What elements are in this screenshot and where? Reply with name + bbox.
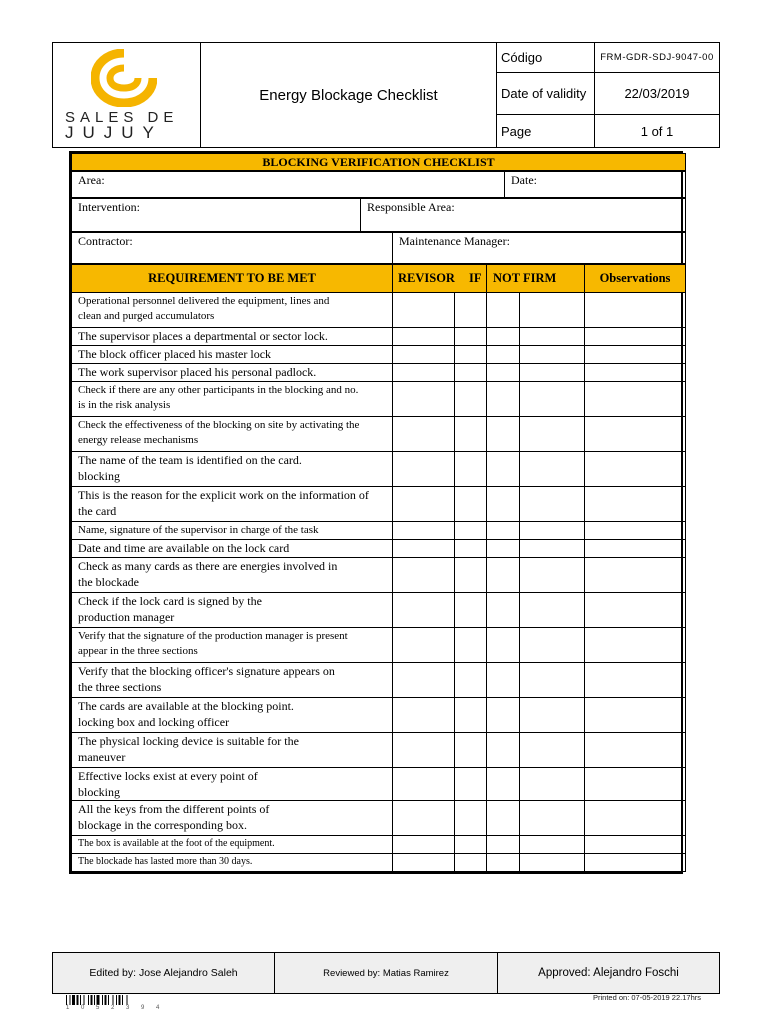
table-row (72, 328, 686, 346)
code-row (497, 43, 719, 73)
requirement-line: The box is available at the foot of the equipment. (78, 838, 275, 849)
revisor-cell[interactable] (393, 663, 455, 698)
if-cell[interactable] (455, 663, 487, 698)
revisor-cell[interactable] (393, 382, 455, 417)
requirement-text (72, 417, 393, 452)
firm-cell[interactable] (520, 733, 585, 768)
observations-cell[interactable] (585, 540, 686, 558)
revisor-cell[interactable] (393, 346, 455, 364)
not-cell[interactable] (487, 698, 520, 733)
requirement-line: The blockade has lasted more than 30 days. (78, 856, 253, 867)
revisor-cell[interactable] (393, 768, 455, 801)
revisor-cell[interactable] (393, 540, 455, 558)
firm-cell[interactable] (520, 452, 585, 487)
requirement-text (72, 487, 393, 522)
requirement-line: The physical locking device is suitable for the (78, 734, 299, 748)
if-cell[interactable] (455, 593, 487, 628)
table-row (72, 801, 686, 836)
if-cell[interactable] (455, 768, 487, 801)
requirement-line: The block officer placed his master lock (78, 347, 272, 361)
firm-cell[interactable] (520, 768, 585, 801)
revisor-cell[interactable] (393, 328, 455, 346)
barcode-number: 1 0 5 2 3 9 4 (66, 1005, 165, 1011)
requirement-text (72, 328, 393, 346)
responsible-area-label: Responsible Area: (367, 200, 455, 214)
not-cell[interactable] (487, 593, 520, 628)
requirement-text (72, 593, 393, 628)
intervention-field[interactable] (72, 199, 361, 232)
requirement-line: energy release mechanisms (78, 434, 199, 446)
observations-cell[interactable] (585, 733, 686, 768)
if-cell[interactable] (455, 382, 487, 417)
if-cell[interactable] (455, 733, 487, 768)
if-cell[interactable] (455, 540, 487, 558)
firm-cell[interactable] (520, 698, 585, 733)
approval-footer (52, 952, 720, 994)
table-row (72, 487, 686, 522)
table-row (72, 663, 686, 698)
observations-cell[interactable] (585, 768, 686, 801)
barcode-icon (66, 995, 162, 1005)
requirement-line: Check the effectiveness of the blocking on site by activating the (78, 419, 360, 431)
table-row (72, 346, 686, 364)
table-row (72, 417, 686, 452)
requirement-line: Date and time are available on the lock card (78, 541, 290, 555)
firm-cell[interactable] (520, 801, 585, 836)
revisor-cell[interactable] (393, 854, 455, 872)
not-cell[interactable] (487, 836, 520, 854)
revisor-cell[interactable] (393, 487, 455, 522)
requirement-line: appear in the three sections (78, 645, 198, 657)
not-cell[interactable] (487, 417, 520, 452)
checklist-banner: BLOCKING VERIFICATION CHECKLIST (72, 154, 686, 171)
approved-by: Approved: Alejandro Foschi (498, 953, 719, 993)
if-cell[interactable] (455, 854, 487, 872)
observations-cell[interactable] (585, 854, 686, 872)
document-title: Energy Blockage Checklist (201, 43, 497, 147)
requirement-text (72, 522, 393, 540)
contractor-label: Contractor: (78, 234, 133, 248)
column-header-revisor: REVISOR IF (393, 265, 487, 293)
not-cell[interactable] (487, 733, 520, 768)
requirement-text (72, 452, 393, 487)
requirement-text (72, 836, 393, 854)
observations-cell[interactable] (585, 663, 686, 698)
if-cell[interactable] (455, 417, 487, 452)
table-row (72, 628, 686, 663)
revisor-cell[interactable] (393, 836, 455, 854)
if-cell[interactable] (455, 522, 487, 540)
area-label: Area: (78, 173, 105, 187)
observations-cell[interactable] (585, 698, 686, 733)
not-cell[interactable] (487, 522, 520, 540)
code-label: Código (497, 43, 595, 72)
firm-cell[interactable] (520, 328, 585, 346)
requirement-text (72, 801, 393, 836)
revisor-cell[interactable] (393, 452, 455, 487)
requirement-text (72, 382, 393, 417)
observations-cell[interactable] (585, 382, 686, 417)
observations-cell[interactable] (585, 836, 686, 854)
table-row (72, 293, 686, 328)
not-cell[interactable] (487, 293, 520, 328)
requirement-line: clean and purged accumulators (78, 310, 215, 322)
requirement-line: maneuver (78, 749, 126, 764)
firm-cell[interactable] (520, 854, 585, 872)
date-label: Date: (511, 173, 537, 187)
requirement-line: Check if there are any other participants in the blocking and no. (78, 384, 359, 396)
responsible-area-field[interactable] (361, 199, 686, 232)
if-cell[interactable] (455, 487, 487, 522)
requirement-line: Check as many cards as there are energies involved in (78, 559, 338, 573)
verification-checklist (69, 151, 683, 874)
edited-by: Edited by: Jose Alejandro Saleh (53, 953, 275, 993)
document-header (52, 42, 720, 148)
requirement-text (72, 663, 393, 698)
requirement-line: blocking (78, 784, 120, 799)
firm-cell[interactable] (520, 487, 585, 522)
observations-cell[interactable] (585, 452, 686, 487)
requirement-line: the card (78, 503, 117, 518)
not-cell[interactable] (487, 628, 520, 663)
company-logo (53, 43, 201, 147)
observations-cell[interactable] (585, 558, 686, 593)
requirement-line: Verify that the signature of the production manager is present (78, 630, 348, 642)
table-row (72, 540, 686, 558)
reviewed-by: Reviewed by: Matias Ramirez (275, 953, 498, 993)
requirement-line: locking box and locking officer (78, 714, 230, 729)
contractor-field[interactable] (72, 233, 393, 264)
not-cell[interactable] (487, 364, 520, 382)
table-row (72, 382, 686, 417)
if-cell[interactable] (455, 698, 487, 733)
maintenance-manager-field[interactable] (393, 233, 686, 264)
requirement-line: All the keys from the different points of (78, 802, 270, 816)
area-field[interactable] (72, 172, 505, 198)
page-value: 1 of 1 (640, 123, 674, 139)
maintenance-manager-label: Maintenance Manager: (399, 234, 510, 248)
if-cell[interactable] (455, 293, 487, 328)
requirement-text (72, 293, 393, 328)
column-header-if: IF (468, 271, 482, 285)
requirement-line: the blockade (78, 574, 139, 589)
not-cell[interactable] (487, 768, 520, 801)
validity-label: Date of validity (497, 73, 595, 114)
requirement-line: The supervisor places a departmental or sector lock. (78, 329, 328, 343)
observations-cell[interactable] (585, 593, 686, 628)
table-row (72, 452, 686, 487)
observations-cell[interactable] (585, 346, 686, 364)
requirement-text (72, 628, 393, 663)
firm-cell[interactable] (520, 628, 585, 663)
requirement-line: The name of the team is identified on the card. (78, 453, 302, 467)
observations-cell[interactable] (585, 364, 686, 382)
requirement-text (72, 768, 393, 801)
table-row (72, 768, 686, 801)
column-header-observations: Observations (585, 265, 686, 293)
revisor-cell[interactable] (393, 558, 455, 593)
if-cell[interactable] (455, 558, 487, 593)
column-header-not-firm: NOT FIRM (487, 265, 585, 293)
requirement-line: Operational personnel delivered the equipment, lines and (78, 295, 330, 307)
revisor-cell[interactable] (393, 293, 455, 328)
table-row (72, 836, 686, 854)
not-cell[interactable] (487, 487, 520, 522)
table-row (72, 522, 686, 540)
not-cell[interactable] (487, 854, 520, 872)
if-cell[interactable] (455, 452, 487, 487)
firm-cell[interactable] (520, 540, 585, 558)
intervention-label: Intervention: (78, 200, 140, 214)
requirement-text (72, 854, 393, 872)
revisor-cell[interactable] (393, 364, 455, 382)
revisor-cell[interactable] (393, 801, 455, 836)
not-cell[interactable] (487, 801, 520, 836)
validity-value: 22/03/2019 (624, 86, 690, 101)
requirement-text (72, 346, 393, 364)
table-row (72, 593, 686, 628)
requirement-text (72, 733, 393, 768)
if-cell[interactable] (455, 364, 487, 382)
if-cell[interactable] (455, 346, 487, 364)
page-row (497, 115, 719, 147)
observations-cell[interactable] (585, 293, 686, 328)
if-cell[interactable] (455, 328, 487, 346)
requirement-line: Name, signature of the supervisor in charge of the task (78, 524, 319, 536)
requirement-line: The cards are available at the blocking point. (78, 699, 294, 713)
logo-text-line2: JUJUY (65, 123, 163, 142)
observations-cell[interactable] (585, 801, 686, 836)
date-field[interactable] (505, 172, 686, 198)
firm-cell[interactable] (520, 522, 585, 540)
table-row (72, 558, 686, 593)
not-cell[interactable] (487, 663, 520, 698)
requirement-line: the three sections (78, 679, 162, 694)
if-cell[interactable] (455, 836, 487, 854)
firm-cell[interactable] (520, 417, 585, 452)
requirement-line: The work supervisor placed his personal padlock. (78, 365, 317, 379)
firm-cell[interactable] (520, 593, 585, 628)
page-label: Page (497, 115, 595, 147)
observations-cell[interactable] (585, 628, 686, 663)
requirement-text (72, 558, 393, 593)
requirement-line: blocking (78, 468, 120, 483)
firm-cell[interactable] (520, 382, 585, 417)
requirement-line: Verify that the blocking officer's signature appears on (78, 664, 335, 678)
printed-on: Printed on: 07-05-2019 22.17hrs (593, 993, 701, 1002)
revisor-cell[interactable] (393, 733, 455, 768)
if-cell[interactable] (455, 801, 487, 836)
revisor-cell[interactable] (393, 522, 455, 540)
revisor-cell[interactable] (393, 593, 455, 628)
requirement-line: production manager (78, 609, 175, 624)
observations-cell[interactable] (585, 328, 686, 346)
firm-cell[interactable] (520, 346, 585, 364)
firm-cell[interactable] (520, 364, 585, 382)
table-row (72, 698, 686, 733)
revisor-cell[interactable] (393, 628, 455, 663)
table-row (72, 854, 686, 872)
revisor-cell[interactable] (393, 417, 455, 452)
requirement-line: is in the risk analysis (78, 399, 171, 411)
observations-cell[interactable] (585, 487, 686, 522)
requirement-line: Check if the lock card is signed by the (78, 594, 262, 608)
not-cell[interactable] (487, 346, 520, 364)
not-cell[interactable] (487, 328, 520, 346)
requirement-line: Effective locks exist at every point of (78, 769, 258, 783)
if-cell[interactable] (455, 628, 487, 663)
validity-row (497, 73, 719, 115)
requirement-text (72, 364, 393, 382)
column-header-requirement: REQUIREMENT TO BE MET (72, 265, 393, 293)
firm-cell[interactable] (520, 663, 585, 698)
observations-cell[interactable] (585, 417, 686, 452)
requirement-text (72, 698, 393, 733)
logo-text-line1: SALES DE (65, 109, 179, 126)
not-cell[interactable] (487, 452, 520, 487)
firm-cell[interactable] (520, 558, 585, 593)
not-cell[interactable] (487, 382, 520, 417)
firm-cell[interactable] (520, 836, 585, 854)
requirement-line: This is the reason for the explicit work on the information of (78, 488, 369, 502)
logo-emblem-icon (91, 49, 157, 107)
observations-cell[interactable] (585, 522, 686, 540)
table-row (72, 733, 686, 768)
revisor-cell[interactable] (393, 698, 455, 733)
firm-cell[interactable] (520, 293, 585, 328)
not-cell[interactable] (487, 540, 520, 558)
requirement-text (72, 540, 393, 558)
code-value: FRM-GDR-SDJ-9047-00 (600, 52, 714, 63)
table-row (72, 364, 686, 382)
not-cell[interactable] (487, 558, 520, 593)
requirement-line: blockage in the corresponding box. (78, 817, 247, 832)
